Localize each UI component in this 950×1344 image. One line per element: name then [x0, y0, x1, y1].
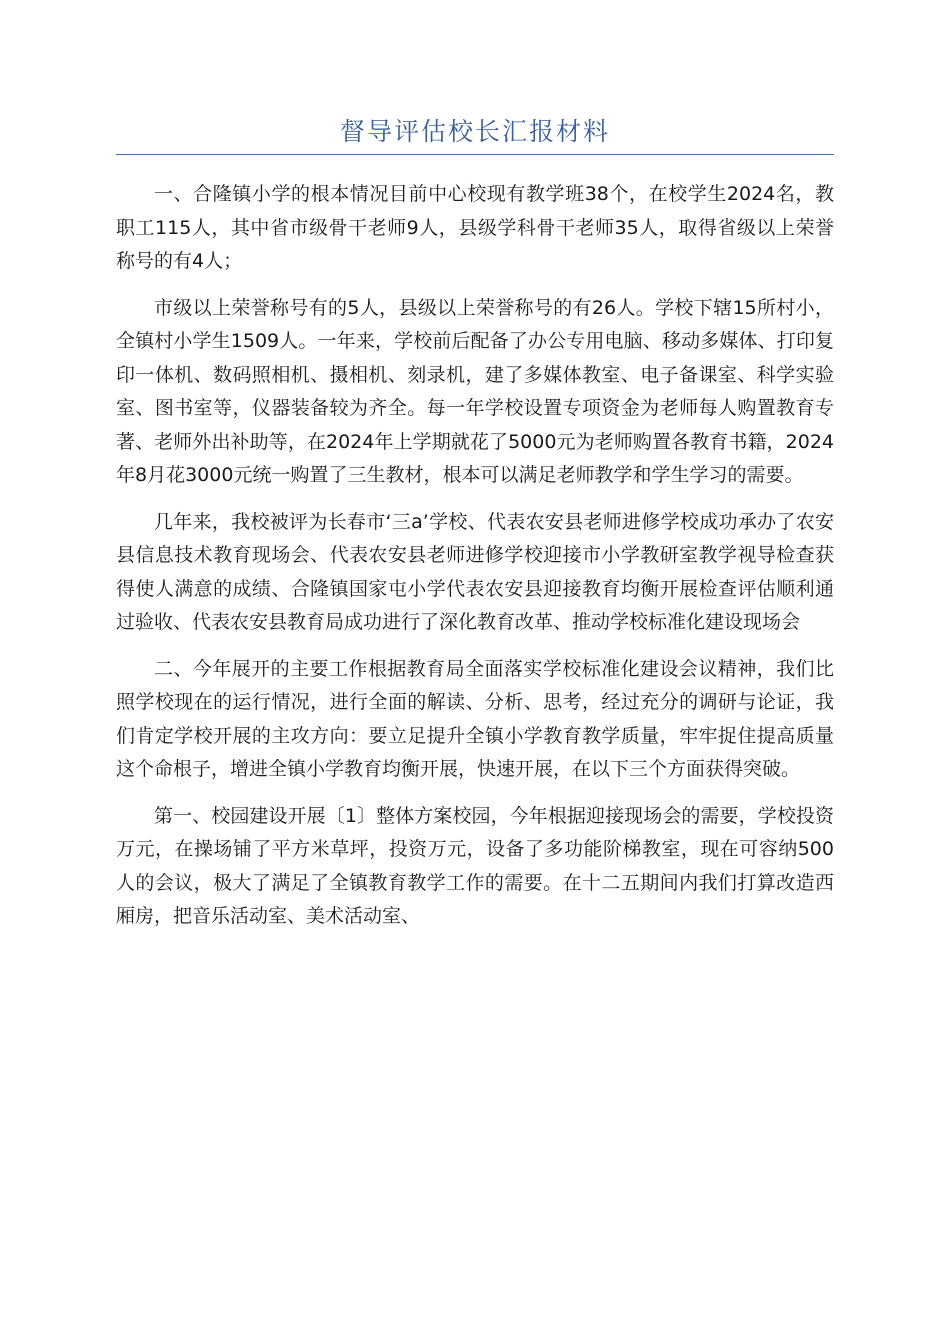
paragraph-basic-info: 一、合隆镇小学的根本情况目前中心校现有教学班38个，在校学生2024名，教职工115人，其中省市级骨干老师9人，县级学科骨干老师35人，取得省级以上荣誉称号的有4人； — [116, 183, 834, 272]
document-title: 督导评估校长汇报材料 — [339, 117, 610, 146]
title-underline — [116, 154, 834, 155]
paragraph-equipment: 市级以上荣誉称号有的5人，县级以上荣誉称号的有26人。学校下辖15所村小，全镇村小学生1509人。一年来，学校前后配备了办公专用电脑、移动多媒体、打印复印一体机、数码照相机、摄相机、刻录机，建了多媒体教室、电子备课室、科学实验室、图书室等，仪器装备较为齐全。每一年学校设置专项资金为老师每人购置教育专著、老师外出补助等，在2024年上学期就花了5000元为老师购置各教育书籍，2024年8月花3000元统一购置了三生教材，根本可以满足老师教学和学生学习的需要。 — [116, 296, 834, 486]
document-body — [116, 178, 834, 947]
paragraph-main-work: 二、今年展开的主要工作根据教育局全面落实学校标准化建设会议精神，我们比照学校现在的运行情况，进行全面的解读、分析、思考，经过充分的调研与论证，我们肯定学校开展的主攻方向：要立足提升全镇小学教育教学质量，牢牢捉住提高质量这个命根子，增进全镇小学教育均衡开展，快速开展，在以下三个方面获得突破。 — [116, 657, 834, 780]
paragraph-achievements: 几年来，我校被评为长春市‘三a’学校、代表农安县老师进修学校成功承办了农安县信息技术教育现场会、代表农安县老师进修学校迎接市小学教研室教学视导检查获得使人满意的成绩、合隆镇国家屯小学代表农安县迎接教育均衡开展检查评估顺利通过验收、代表农安县教育局成功进行了深化教育改革、推动学校标准化建设现场会 — [116, 510, 834, 633]
paragraph-campus-construction: 第一、校园建设开展〔1〕整体方案校园，今年根据迎接现场会的需要，学校投资万元，在操场铺了平方米草坪，投资万元，设备了多功能阶梯教室，现在可容纳500人的会议，极大了满足了全镇教育教学工作的需要。在十二五期间内我们打算改造西厢房，把音乐活动室、美术活动室、 — [116, 804, 834, 927]
